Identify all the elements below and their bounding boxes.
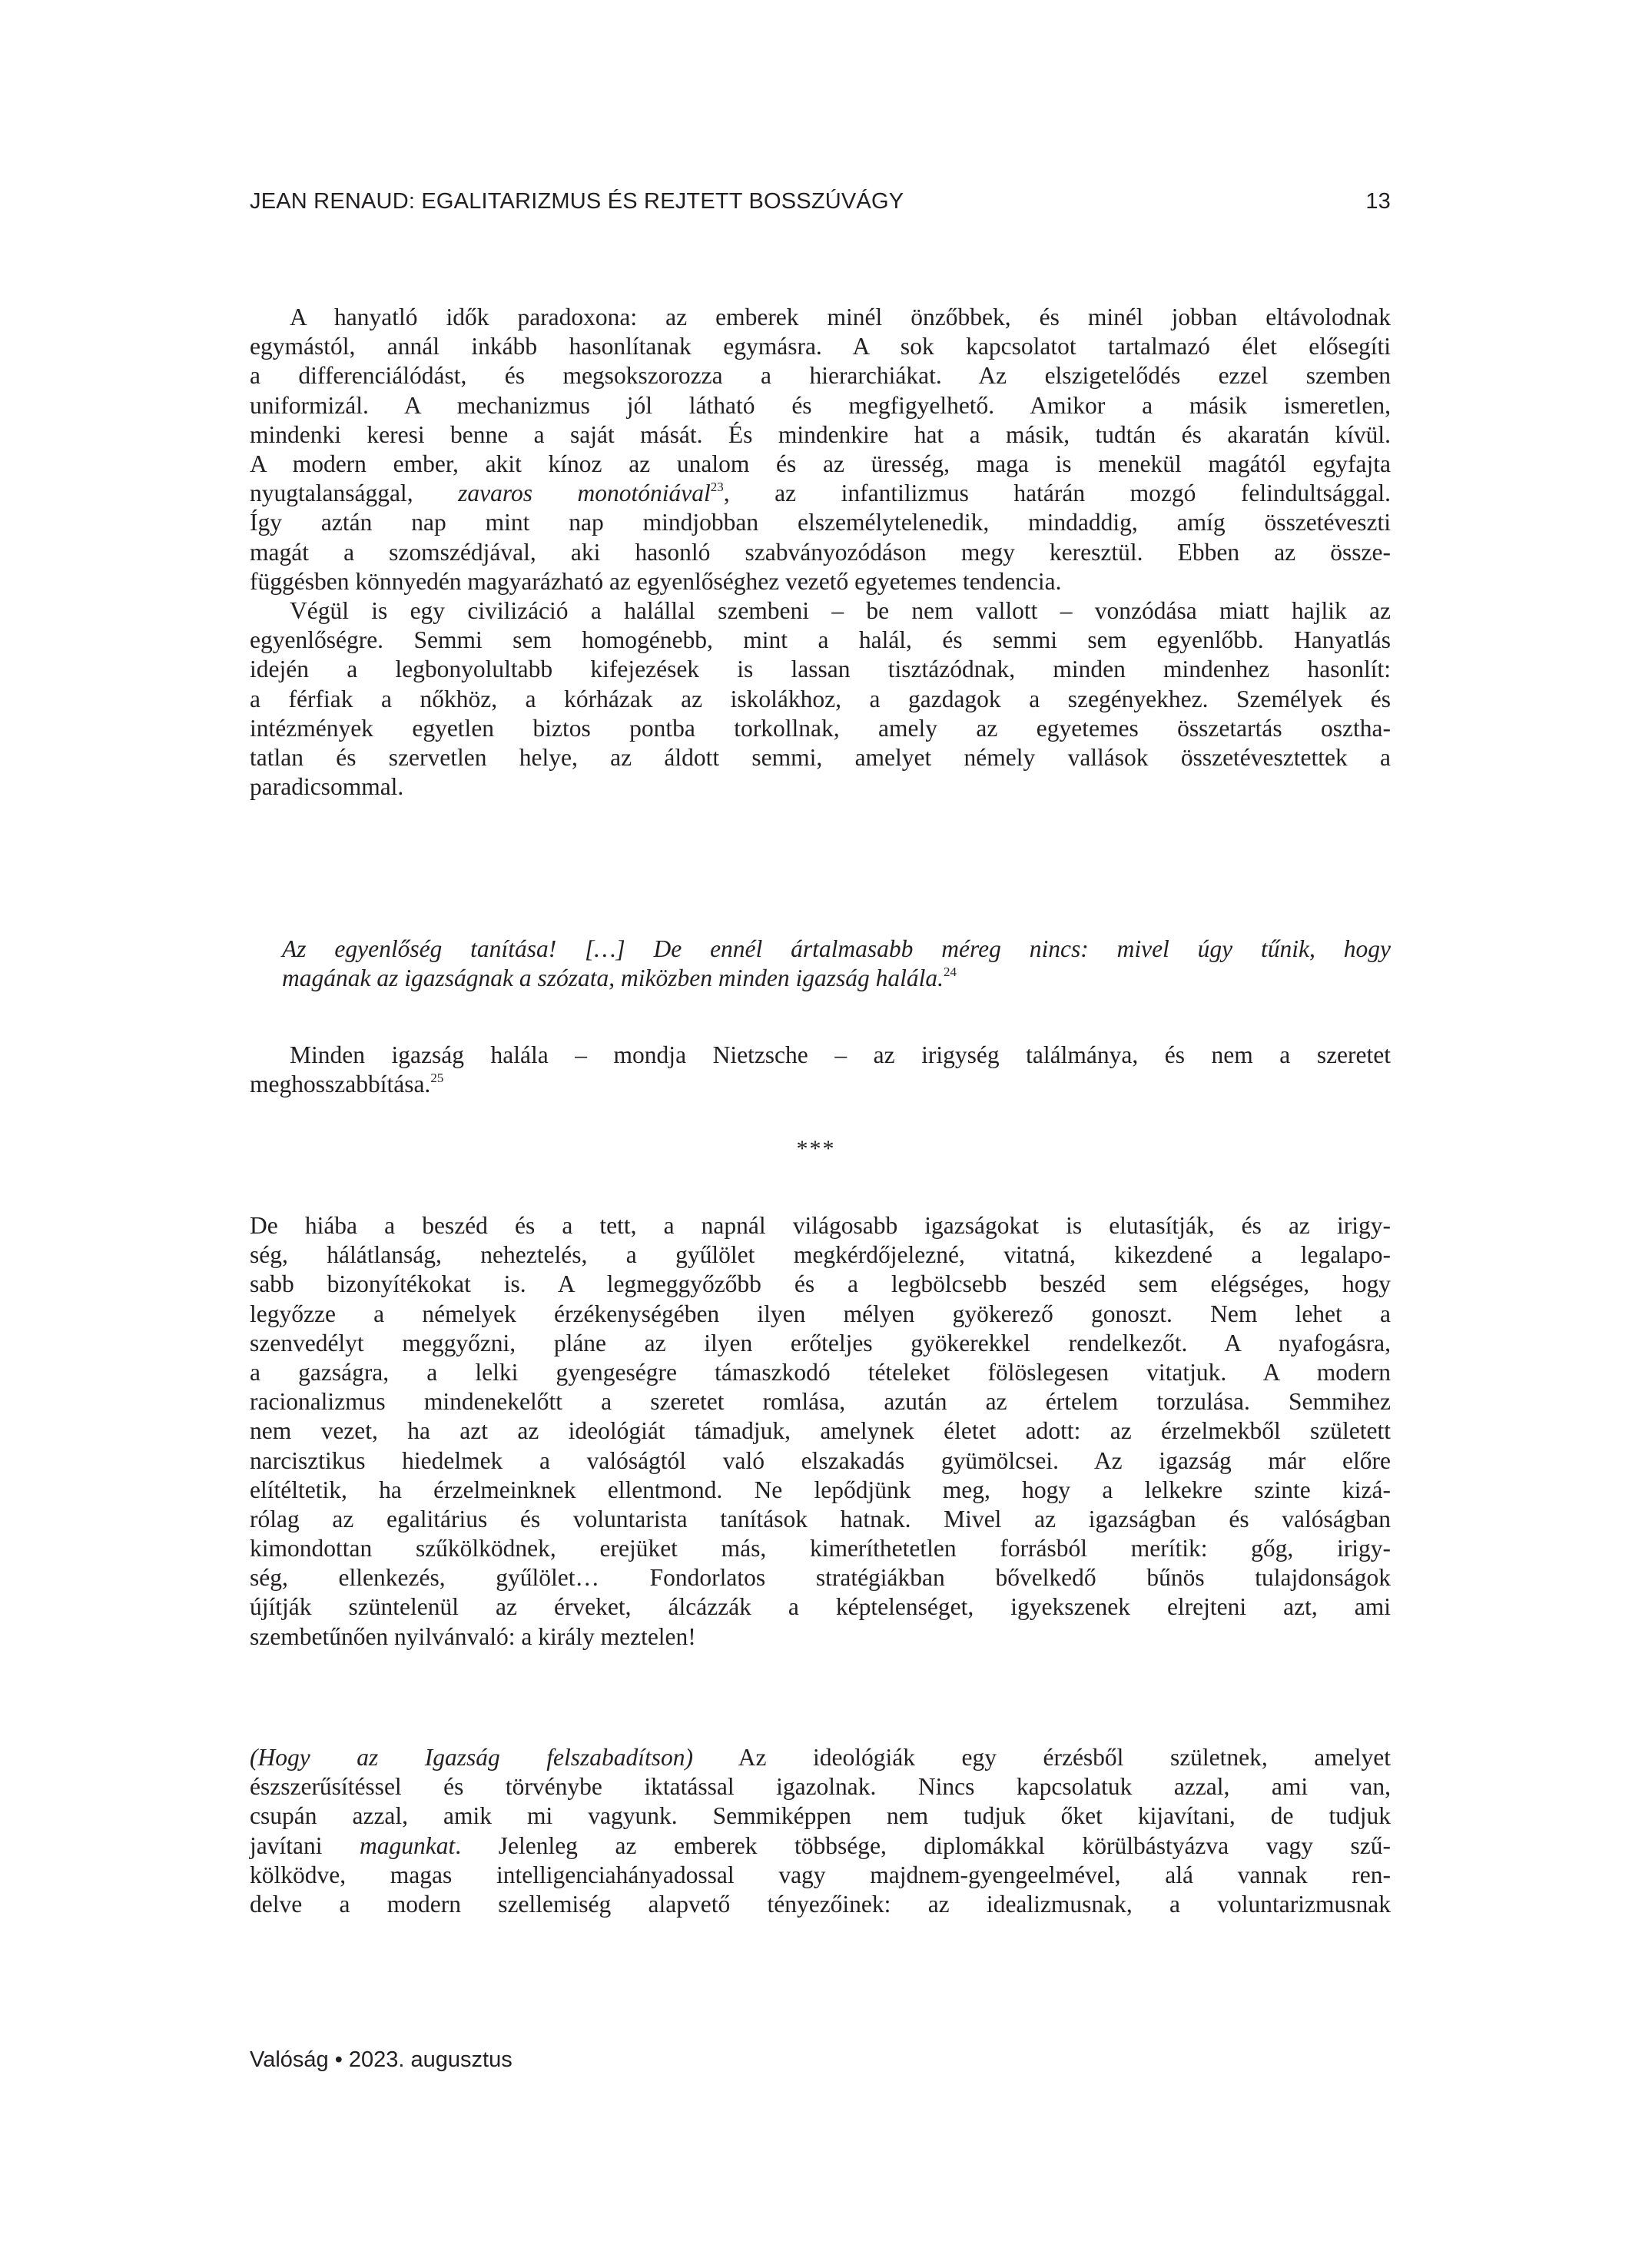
text-line — [250, 1070, 1391, 1099]
quote-line: Az egyenlőség tanítása! […] De ennél ártalmasabb méreg nincs: mivel úgy tűnik, hogy — [282, 935, 1391, 962]
text-line: egymástól, annál inkább hasonlítanak egymásra. A sok kapcsolatot tartalmazó élet elősegíti — [250, 333, 1391, 360]
text-line: racionalizmus mindenekelőtt a szeretet romlása, azután az értelem torzulása. Semmihez — [250, 1388, 1391, 1416]
running-title: JEAN RENAUD: EGALITARIZMUS ÉS REJTETT BOSSZÚVÁGY — [250, 189, 904, 214]
paragraph-1 — [250, 303, 1391, 596]
section-separator: *** — [796, 1136, 836, 1161]
text-line: tatlan és szervetlen helye, az áldott semmi, amelyet némely vallások összetévesztettek a — [250, 743, 1391, 771]
text-line — [250, 1831, 1391, 1861]
paragraph-3 — [250, 1041, 1391, 1099]
text-run: nyugtalansággal, — [250, 480, 459, 507]
text-line: intézmények egyetlen biztos pontba torkollnak, amely az egyetemes összetartás osztha- — [250, 714, 1391, 742]
text-line — [250, 479, 1391, 508]
text-line: rólag az egalitárius és voluntarista tanítások hatnak. Mivel az igazságban és valóságban — [250, 1505, 1391, 1532]
text-run: , az infantilizmus határán mozgó felindultsággal. — [723, 480, 1391, 507]
text-line: kimondottan szűkölködnek, erejüket más, kimeríthetetlen forrásból merítik: gőg, irigy- — [250, 1535, 1391, 1562]
text-run: . Jelenleg az emberek többsége, diplomákkal körülbástyázva vagy szű- — [455, 1831, 1391, 1859]
text-line: kölködve, magas intelligenciahányadossal vagy majdnem-gyengeelmével, alá vannak ren- — [250, 1861, 1391, 1888]
text-line: újítják szüntelenül az érveket, álcázzák a képtelenséget, igyekszenek elrejteni azt, ami — [250, 1593, 1391, 1621]
footnote-ref-25[interactable]: 25 — [430, 1071, 444, 1086]
page-number: 13 — [1365, 189, 1391, 214]
text-line: a férfiak a nőkhöz, a kórházak az iskolákhoz, a gazdagok a szegényekhez. Személyek és — [250, 685, 1391, 712]
text-run: javítani — [250, 1831, 360, 1859]
paragraph-5 — [250, 1743, 1391, 1919]
text-line: A hanyatló idők paradoxona: az emberek minél önzőbbek, és minél jobban eltávolodnak — [290, 304, 1391, 330]
text-line: ség, ellenkezés, gyűlölet… Fondorlatos stratégiákban bővelkedő bűnös tulajdonságok — [250, 1564, 1391, 1592]
text-line — [250, 1743, 1391, 1772]
text-line: mindenki keresi benne a saját mását. És mindenkire hat a másik, tudtán és akaratán kívül. — [250, 420, 1391, 448]
text-line: narcisztikus hiedelmek a valóságtól való elszakadás gyümölcsei. Az igazság már előre — [250, 1446, 1391, 1474]
text-line: Így aztán nap mint nap mindjobban elszemélytelenedik, mindaddig, amíg összetéveszti — [250, 509, 1391, 536]
quote-line — [282, 964, 1391, 993]
italic-term: magunkat — [360, 1831, 456, 1859]
running-header — [250, 189, 1391, 220]
text-line: függésben könnyedén magyarázható az egyenlőséghez vezető egyetemes tendencia. — [250, 567, 1062, 595]
text-line: elítéltetik, ha érzelmeinknek ellentmond. Ne lepődjünk meg, hogy a lelkekre szinte kizá- — [250, 1476, 1391, 1503]
paragraph-2 — [250, 596, 1391, 802]
text-line: szenvedélyt meggyőzni, pláne az ilyen erőteljes gyökerekkel rendelkezőt. A nyafogásra, — [250, 1329, 1391, 1356]
text-line: észszerűsítéssel és törvénybe iktatással igazolnak. Nincs kapcsolatuk azzal, ami van, — [250, 1773, 1391, 1801]
footnote-ref-24[interactable]: 24 — [944, 965, 957, 980]
text-run: meghosszabbítása. — [250, 1071, 431, 1098]
text-line: legyőzze a némelyek érzékenységében ilyen mélyen gyökerező gonoszt. Nem lehet a — [250, 1300, 1391, 1327]
text-run: Az ideológiák egy érzésből születnek, amelyet — [693, 1744, 1391, 1771]
block-quote — [282, 935, 1391, 993]
text-line: idején a legbonyolultabb kifejezések is lassan tisztázódnak, minden mindenhez hasonlít: — [250, 656, 1391, 683]
text-line: nem vezet, ha azt az ideológiát támadjuk, amelynek életet adott: az érzelmekből született — [250, 1417, 1391, 1445]
text-line: a differenciálódást, és megsokszorozza a hierarchiákat. Az elszigetelődés ezzel szemben — [250, 362, 1391, 390]
text-line: delve a modern szellemiség alapvető tényezőinek: az idealizmusnak, a voluntarizmusnak — [250, 1890, 1391, 1918]
text-line: csupán azzal, amik mi vagyunk. Semmiképpen nem tudjuk őket kijavítani, de tudjuk — [250, 1802, 1391, 1830]
text-line: Végül is egy civilizáció a halállal szembeni – be nem vallott – vonzódása miatt hajlik az — [290, 597, 1391, 624]
text-line: egyenlőségre. Semmi sem homogénebb, mint a halál, és semmi sem egyenlőbb. Hanyatlás — [250, 626, 1391, 654]
footnote-ref-23[interactable]: 23 — [710, 480, 724, 495]
text-line: ség, hálátlanság, neheztelés, a gyűlölet megkérdőjelezné, vitatná, kikezdené a legalapo- — [250, 1241, 1391, 1269]
text-line: Minden igazság halála – mondja Nietzsche – az irigység találmánya, és nem a szeretet — [290, 1041, 1391, 1068]
text-line: A modern ember, akit kínoz az unalom és az üresség, maga is menekül magától egyfajta — [250, 450, 1391, 477]
italic-term: zavaros monotóniával — [458, 480, 711, 507]
text-line: De hiába a beszéd és a tett, a napnál világosabb igazságokat is elutasítják, és az irigy- — [250, 1212, 1391, 1239]
text-run: magának az igazságnak a szózata, miközben minden igazság halála. — [282, 965, 944, 992]
page-footer: Valóság • 2023. augusztus — [250, 2047, 512, 2072]
text-line: paradicsommal. — [250, 773, 404, 801]
text-line: a gazságra, a lelki gyengeségre támaszkodó tételeket fölöslegesen vitatjuk. A modern — [250, 1358, 1391, 1386]
text-line: uniformizál. A mechanizmus jól látható és megfigyelhető. Amikor a másik ismeretlen, — [250, 391, 1391, 419]
text-line: szembetűnően nyilvánvaló: a király meztelen! — [250, 1622, 696, 1650]
section-lead-in: (Hogy az Igazság felszabadítson) — [250, 1744, 694, 1771]
paragraph-4 — [250, 1211, 1391, 1652]
text-line: magát a szomszédjával, aki hasonló szabványozódáson megy keresztül. Ebben az össze- — [250, 538, 1391, 566]
text-line: sabb bizonyítékokat is. A legmeggyőzőbb és a legbölcsebb beszéd sem elégséges, hogy — [250, 1270, 1391, 1298]
